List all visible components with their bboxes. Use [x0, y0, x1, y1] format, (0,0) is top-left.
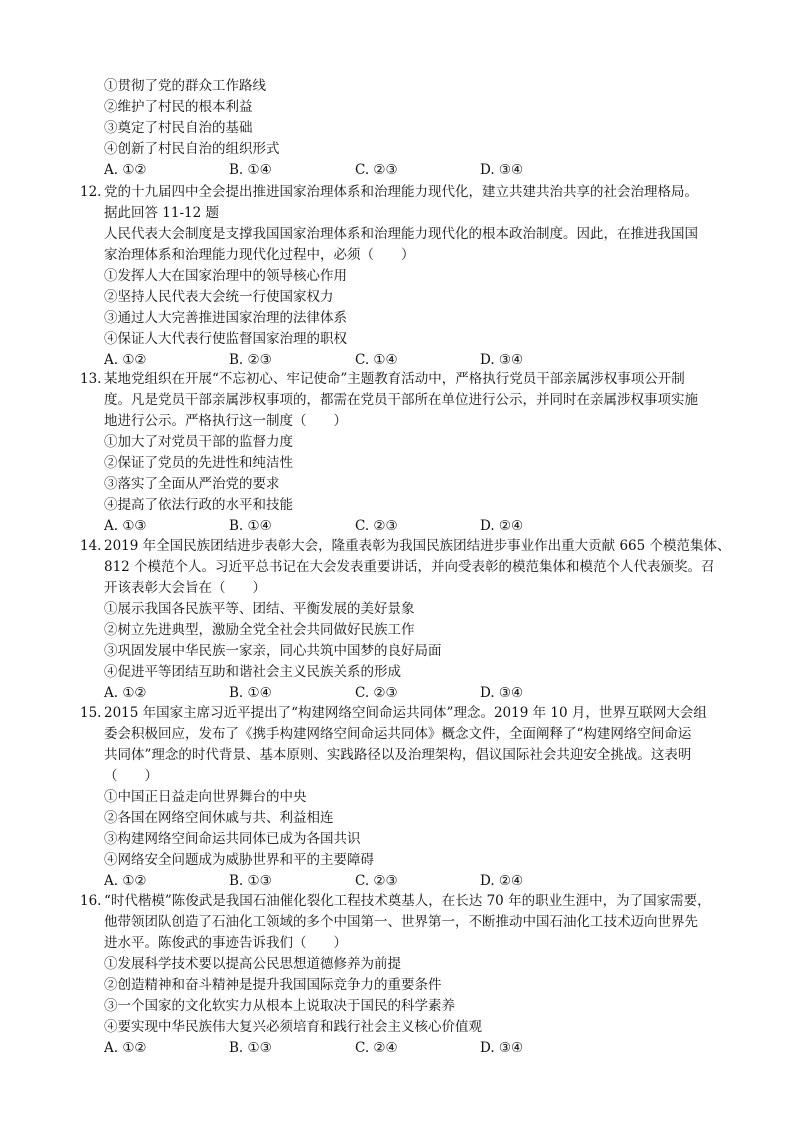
option-b[interactable]: B. ①④: [229, 685, 272, 701]
question-stem-line: 812 个模范个人。习近平总书记在大会发表重要讲话，并向受表彰的模范集体和模范个人代表颁奖。召: [104, 559, 715, 575]
choice-item: ②保证了党员的先进性和纯洁性: [104, 455, 293, 471]
choice-item: ③构建网络空间命运共同体已成为各国共识: [104, 831, 361, 847]
question-stem-line: 地进行公示。严格执行这一制度（ ）: [104, 413, 347, 429]
option-b[interactable]: B. ①④: [229, 162, 272, 178]
question-number: 14.: [80, 538, 102, 554]
choice-item: ①发展科学技术要以提高公民思想道德修养为前提: [104, 956, 401, 972]
option-c[interactable]: C. ②③: [355, 518, 398, 534]
question-stem-line: 开该表彰大会旨在（ ）: [104, 580, 266, 596]
option-b[interactable]: B. ①③: [229, 873, 272, 889]
option-d[interactable]: D. ③④: [480, 685, 524, 701]
option-d[interactable]: D. ③④: [480, 352, 524, 368]
question-stem-line: 他带领团队创造了石油化工领域的多个中国第一、世界第一，不断推动中国石油化工技术迈向世界先: [104, 914, 698, 930]
choice-item: ②树立先进典型，激励全党全社会共同做好民族工作: [104, 622, 415, 638]
option-a[interactable]: A. ①②: [104, 873, 147, 889]
choice-item: ①中国正日益走向世界舞台的中央: [104, 789, 307, 805]
option-c[interactable]: C. ①④: [355, 352, 398, 368]
option-a[interactable]: A. ①②: [104, 1040, 147, 1056]
option-c[interactable]: C. ②③: [355, 873, 398, 889]
choice-item: ④要实现中华民族伟大复兴必须培育和践行社会主义核心价值观: [104, 1019, 482, 1035]
option-a[interactable]: A. ①②: [104, 352, 147, 368]
choice-item: ①发挥人大在国家治理中的领导核心作用: [104, 268, 347, 284]
choice-item: ①加大了对党员干部的监督力度: [104, 434, 293, 450]
option-c[interactable]: C. ②③: [355, 162, 398, 178]
choice-item: ④创新了村民自治的组织形式: [104, 141, 280, 157]
option-d[interactable]: D. ③④: [480, 1040, 524, 1056]
choice-item: ④保证人大代表行使监督国家治理的职权: [104, 331, 347, 347]
option-d[interactable]: D. ③④: [480, 162, 524, 178]
option-a[interactable]: A. ①②: [104, 685, 147, 701]
choice-item: ①贯彻了党的群众工作路线: [104, 78, 266, 94]
question-number: 12.: [80, 184, 102, 200]
choice-item: ②维护了村民的根本利益: [104, 99, 253, 115]
question-number: 13.: [80, 371, 102, 387]
question-stem-line: 进水平。陈俊武的事迹告诉我们（ ）: [104, 935, 347, 951]
question-stem-line: 共同体”理念的时代背景、基本原则、实践路径以及治理架构，倡议国际社会共迎安全挑战。这表明: [104, 747, 692, 763]
choice-item: ③落实了全面从严治党的要求: [104, 476, 280, 492]
question-stem-line: “时代楷模”陈俊武是我国石油催化裂化工程技术奠基人，在长达 70 年的职业生涯中，为了国家需要，: [104, 893, 711, 909]
question-number: 16.: [80, 893, 102, 909]
choice-item: ④提高了依法行政的水平和技能: [104, 497, 293, 513]
option-a[interactable]: A. ①③: [104, 518, 147, 534]
question-stem-line: 人民代表大会制度是支撑我国国家治理体系和治理能力现代化的根本政治制度。因此，在推进我国国: [104, 226, 698, 242]
option-a[interactable]: A. ①②: [104, 162, 147, 178]
choice-item: ①展示我国各民族平等、团结、平衡发展的美好景象: [104, 601, 415, 617]
question-stem-line: 据此回答 11-12 题: [104, 205, 220, 221]
choice-item: ②创造精神和奋斗精神是提升我国国际竞争力的重要条件: [104, 977, 442, 993]
question-number: 15.: [80, 705, 102, 721]
question-stem-line: 某地党组织在开展“不忘初心、牢记使命”主题教育活动中，严格执行党员干部亲属涉权事项公开制: [104, 371, 685, 387]
choice-item: ④网络安全问题成为威胁世界和平的主要障碍: [104, 852, 374, 868]
question-stem-line: 党的十九届四中全会提出推进国家治理体系和治理能力现代化，建立共建共治共享的社会治理格局。: [104, 184, 698, 200]
question-stem-line: 2019 年全国民族团结进步表彰大会，隆重表彰为我国民族团结进步事业作出重大贡献 665 个模范集体、: [104, 538, 731, 554]
choice-item: ③通过人大完善推进国家治理的法律体系: [104, 310, 347, 326]
option-b[interactable]: B. ②③: [229, 352, 272, 368]
choice-item: ③巩固发展中华民族一家亲，同心共筑中国梦的良好局面: [104, 643, 442, 659]
option-b[interactable]: B. ①④: [229, 518, 272, 534]
option-d[interactable]: D. ②④: [480, 873, 524, 889]
option-b[interactable]: B. ①③: [229, 1040, 272, 1056]
question-stem-line: 家治理体系和治理能力现代化过程中，必须（ ）: [104, 247, 415, 263]
option-d[interactable]: D. ②④: [480, 518, 524, 534]
choice-item: ③一个国家的文化软实力从根本上说取决于国民的科学素养: [104, 998, 455, 1014]
choice-item: ②各国在网络空间休戚与共、利益相连: [104, 810, 334, 826]
choice-item: ③奠定了村民自治的基础: [104, 120, 253, 136]
choice-item: ②坚持人民代表大会统一行使国家权力: [104, 289, 334, 305]
question-stem-line: 2015 年国家主席习近平提出了“构建网络空间命运共同体”理念。2019 年 10 月，世界互联网大会组: [104, 705, 707, 721]
option-c[interactable]: C. ②④: [355, 1040, 398, 1056]
question-stem-line: 度。凡是党员干部亲属涉权事项的，都需在党员干部所在单位进行公示，并同时在亲属涉权事项实施: [104, 392, 698, 408]
question-stem-line: 委会积极回应，发布了《携手构建网络空间命运共同体》概念文件，全面阐释了“构建网络空间命运: [104, 726, 692, 742]
option-c[interactable]: C. ②③: [355, 685, 398, 701]
choice-item: ④促进平等团结互助和谐社会主义民族关系的形成: [104, 664, 401, 680]
question-stem-line: （ ）: [104, 768, 158, 784]
